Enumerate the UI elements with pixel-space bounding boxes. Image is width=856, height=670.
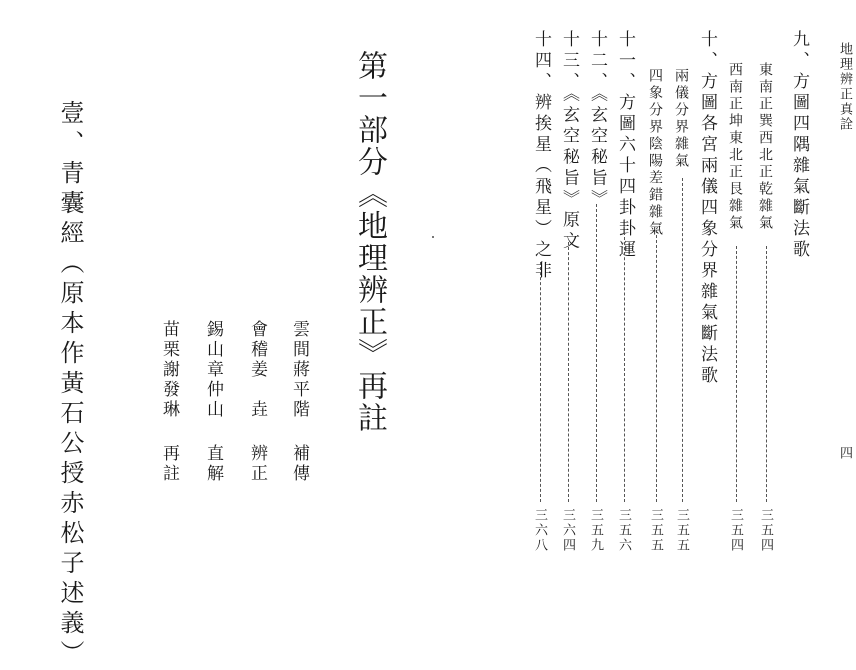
- editor-name: 雲間蔣平階: [289, 320, 309, 420]
- leader-dots: [656, 230, 657, 502]
- toc-entry-page: 三五四: [758, 508, 773, 553]
- editor-name: 錫山章仲山: [203, 320, 223, 420]
- toc-entry-title: 十、方圖各宮兩儀四象分界雜氣斷法歌: [697, 30, 717, 387]
- toc-entry-title: 十四、辨挨星（飛星）之非: [531, 30, 551, 282]
- page-number: 四: [837, 446, 852, 459]
- part-title: 第一部分《地理辨正》再註: [352, 50, 387, 434]
- leader-dots: [736, 246, 737, 502]
- toc-entry-page: 三五六: [616, 508, 631, 553]
- editor-name: 苗栗謝發琳: [159, 320, 179, 420]
- toc-entry-title: 十一、方圖六十四卦卦運: [615, 30, 635, 261]
- editor-role: 補傳: [289, 444, 309, 484]
- scan-speck: [432, 236, 434, 238]
- toc-entry-title: 十二、《玄空秘旨》: [587, 30, 607, 211]
- toc-entry-title: 十三、《玄空秘旨》原文: [559, 30, 579, 253]
- leader-dots: [766, 246, 767, 502]
- leader-dots: [682, 178, 683, 502]
- section-title: 壹、青囊經（原本作黃石公授赤松子述義）: [56, 100, 84, 670]
- toc-entry-page: 三六八: [532, 508, 547, 553]
- leader-dots: [596, 204, 597, 502]
- toc-entry-title: 東南正巽西北正乾雜氣: [757, 62, 773, 232]
- editor-role: 直解: [203, 444, 223, 484]
- toc-entry-page: 三六四: [560, 508, 575, 553]
- editor-role: 辨正: [247, 444, 267, 484]
- leader-dots: [624, 232, 625, 502]
- toc-entry-page: 三五五: [674, 508, 689, 553]
- editor-role: 再註: [159, 444, 179, 484]
- toc-entry-page: 三五五: [648, 508, 663, 553]
- leader-dots: [568, 242, 569, 502]
- toc-entry-title: 九、方圖四隅雜氣斷法歌: [789, 30, 809, 261]
- toc-entry-page: 三五九: [588, 508, 603, 553]
- leader-dots: [540, 262, 541, 502]
- toc-entry-title: 西南正坤東北正艮雜氣: [727, 62, 743, 232]
- toc-entry-title: 兩儀分界雜氣: [673, 68, 689, 170]
- toc-entry-page: 三五四: [728, 508, 743, 553]
- editor-name: 會稽姜 垚: [247, 320, 267, 420]
- toc-entry-title: 四象分界陰陽差錯雜氣: [647, 68, 663, 238]
- running-head: 地理辨正真詮: [837, 42, 852, 132]
